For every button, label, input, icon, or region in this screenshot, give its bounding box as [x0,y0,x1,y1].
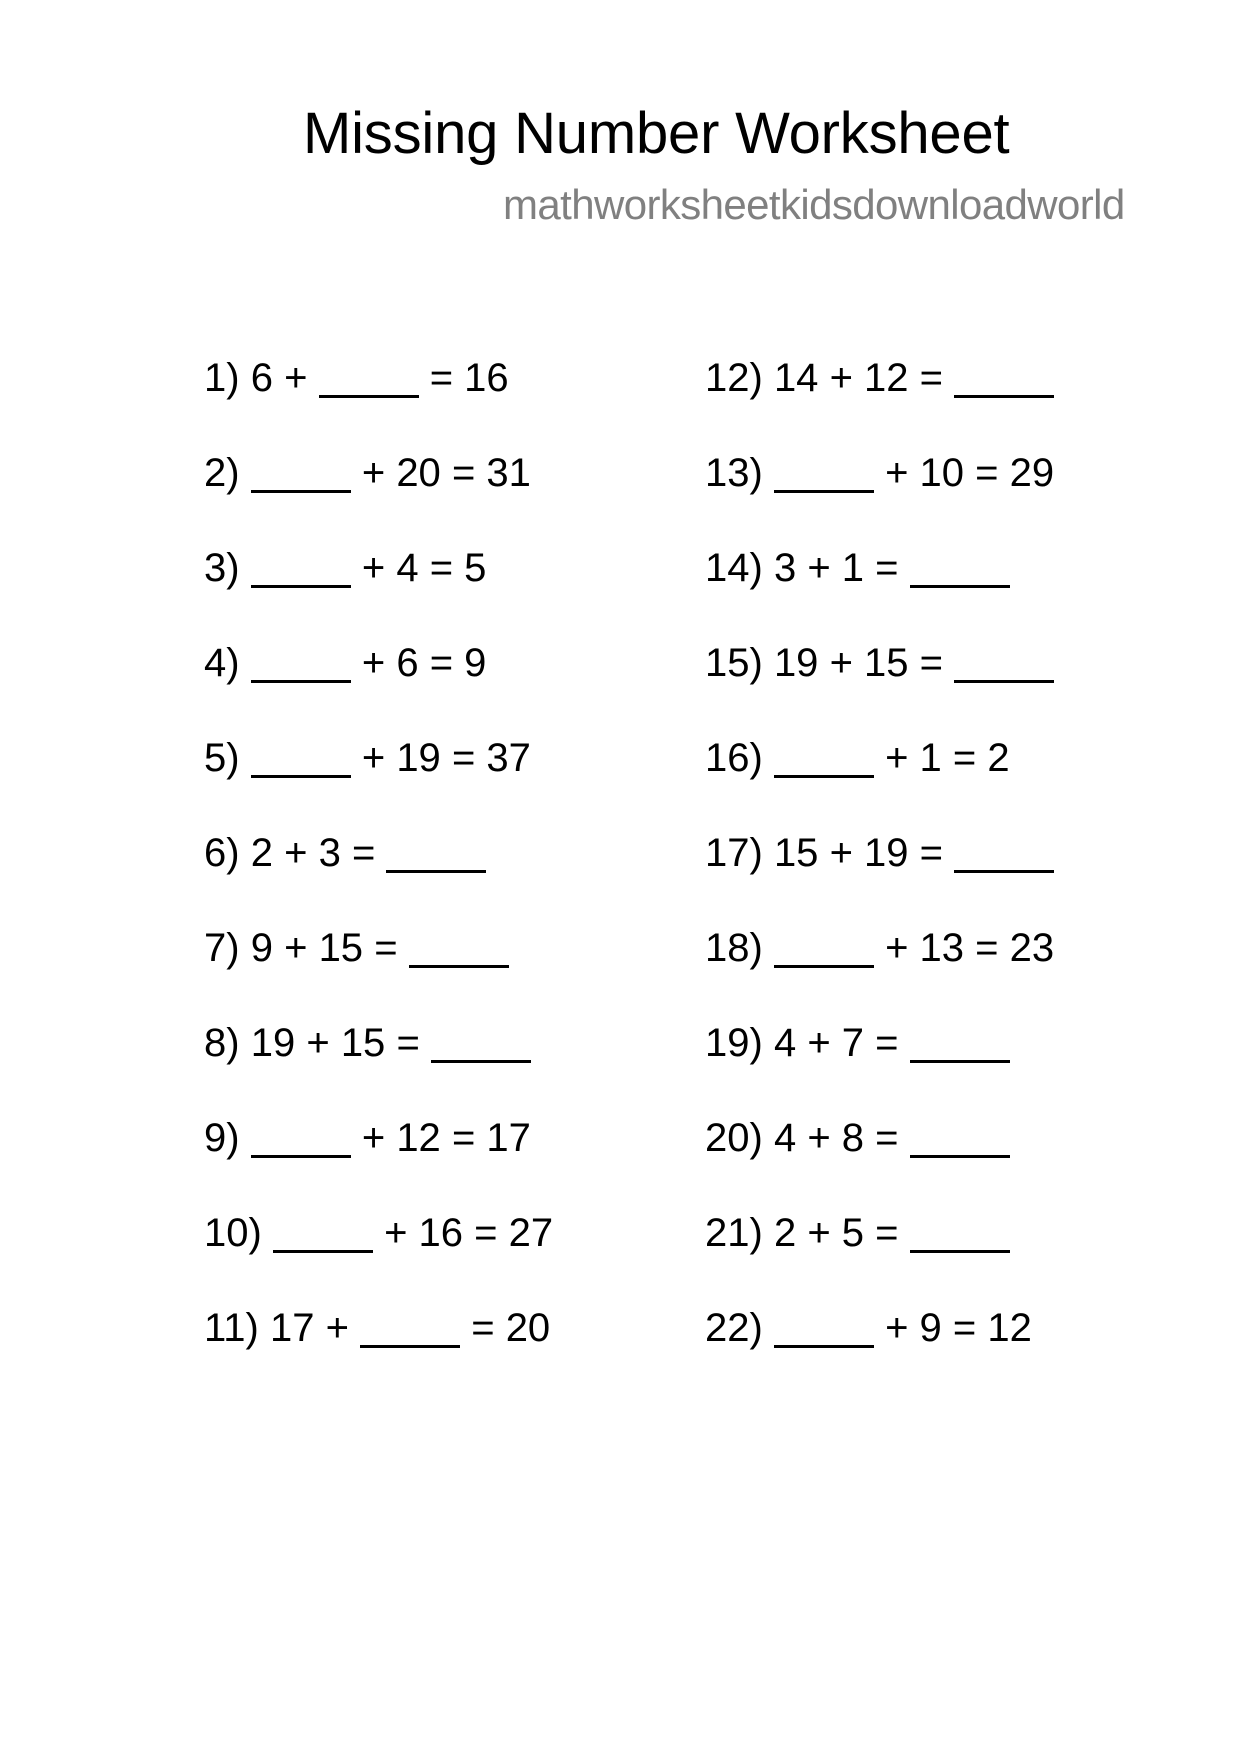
answer-blank[interactable] [251,745,351,778]
result: 29 [1009,451,1055,495]
operand-a: 19 [773,641,819,685]
result: 17 [486,1116,531,1160]
operand-b: 20 [396,451,441,495]
problem-number: 9) [204,1116,240,1160]
problem-item [204,1020,531,1066]
plus-sign: + [325,1306,349,1350]
operand-b: 7 [841,1021,865,1065]
operand-b: 15 [340,1021,386,1065]
result: 37 [486,736,531,780]
operand-b: 16 [418,1211,464,1255]
plus-sign: + [284,926,308,970]
equals-sign: = [374,926,398,970]
operand-b: 12 [864,356,909,400]
operand-a: 9 [250,926,273,970]
problem-number: 11) [204,1306,259,1350]
answer-blank[interactable] [910,555,1010,588]
operand-a: 4 [773,1116,797,1160]
problem-number: 22) [705,1306,763,1350]
plus-sign: + [829,356,853,400]
plus-sign: + [807,1211,831,1255]
operand-a: 2 [250,831,273,875]
equals-sign: = [429,546,454,590]
problem-number: 3) [204,546,240,590]
problem-item [705,355,1054,401]
problem-item [705,640,1054,686]
plus-sign: + [284,356,308,400]
equals-sign: = [952,1306,977,1350]
operand-b: 8 [841,1116,865,1160]
site-watermark: mathworksheetkidsdownloadworld [503,181,1125,228]
answer-blank[interactable] [774,745,874,778]
problem-number: 17) [705,831,763,875]
plus-sign: + [361,736,386,780]
result: 16 [464,356,509,400]
equals-sign: = [919,831,944,875]
answer-blank[interactable] [386,840,486,873]
plus-sign: + [885,1306,909,1350]
problem-number: 13) [705,451,763,495]
answer-blank[interactable] [409,935,509,968]
result: 23 [1009,926,1055,970]
answer-blank[interactable] [251,1125,351,1158]
problem-item [204,925,509,971]
operand-b: 10 [919,451,965,495]
operand-b: 1 [919,736,942,780]
problem-item [204,640,486,686]
problem-number: 4) [204,641,240,685]
equals-sign: = [429,641,454,685]
equals-sign: = [429,356,454,400]
problem-number: 12) [705,356,763,400]
plus-sign: + [361,546,386,590]
problem-item [204,355,509,401]
operand-b: 5 [841,1211,865,1255]
operand-b: 4 [396,546,419,590]
problem-number: 6) [204,831,240,875]
plus-sign: + [384,1211,408,1255]
operand-a: 15 [773,831,819,875]
result: 27 [508,1211,554,1255]
result: 2 [987,736,1010,780]
answer-blank[interactable] [774,460,874,493]
problem-number: 21) [705,1211,763,1255]
answer-blank[interactable] [251,460,351,493]
plus-sign: + [807,546,831,590]
problem-number: 20) [705,1116,763,1160]
answer-blank[interactable] [360,1315,460,1348]
plus-sign: + [361,451,386,495]
problem-item [705,735,1010,781]
operand-b: 15 [864,641,909,685]
operand-a: 6 [250,356,273,400]
operand-a: 17 [269,1306,315,1350]
answer-blank[interactable] [954,840,1054,873]
answer-blank[interactable] [774,935,874,968]
operand-a: 4 [773,1021,797,1065]
problem-item [705,1305,1032,1351]
problem-item [705,925,1054,971]
problem-number: 8) [204,1021,240,1065]
answer-blank[interactable] [910,1220,1010,1253]
problem-number: 1) [204,356,240,400]
operand-a: 14 [773,356,819,400]
problem-number: 15) [705,641,763,685]
operand-b: 19 [864,831,909,875]
equals-sign: = [975,926,999,970]
problem-item [705,1210,1010,1256]
plus-sign: + [306,1021,330,1065]
problem-item [204,1210,553,1256]
equals-sign: = [474,1211,498,1255]
operand-a: 3 [773,546,797,590]
problem-item [204,830,486,876]
answer-blank[interactable] [954,650,1054,683]
operand-b: 9 [919,1306,942,1350]
plus-sign: + [807,1021,831,1065]
equals-sign: = [919,641,944,685]
problem-item [204,1305,550,1351]
result: 31 [486,451,531,495]
problem-number: 5) [204,736,240,780]
plus-sign: + [885,451,909,495]
plus-sign: + [885,736,909,780]
equals-sign: = [875,1211,899,1255]
operand-b: 13 [919,926,965,970]
problem-number: 16) [705,736,763,780]
problem-item [204,450,531,496]
answer-blank[interactable] [251,555,351,588]
problem-number: 2) [204,451,240,495]
plus-sign: + [829,831,853,875]
plus-sign: + [807,1116,831,1160]
problem-item [204,735,531,781]
answer-blank[interactable] [431,1030,531,1063]
plus-sign: + [885,926,909,970]
operand-b: 1 [841,546,865,590]
answer-blank[interactable] [251,650,351,683]
answer-blank[interactable] [273,1220,373,1253]
operand-a: 2 [773,1211,797,1255]
equals-sign: = [952,736,977,780]
problem-number: 10) [204,1211,262,1255]
answer-blank[interactable] [774,1315,874,1348]
problem-number: 14) [705,546,763,590]
equals-sign: = [471,1306,495,1350]
problem-number: 19) [705,1021,763,1065]
plus-sign: + [361,1116,386,1160]
problem-item [705,450,1054,496]
operand-b: 6 [396,641,419,685]
equals-sign: = [451,736,476,780]
equals-sign: = [975,451,999,495]
operand-b: 19 [396,736,441,780]
result: 5 [464,546,487,590]
operand-b: 3 [318,831,341,875]
plus-sign: + [361,641,386,685]
equals-sign: = [451,451,476,495]
page-title: Missing Number Worksheet [303,101,1010,166]
operand-b: 12 [396,1116,441,1160]
equals-sign: = [875,1021,899,1065]
result: 9 [464,641,487,685]
problem-item [204,545,486,591]
operand-a: 19 [250,1021,296,1065]
equals-sign: = [351,831,376,875]
result: 20 [505,1306,551,1350]
problem-number: 18) [705,926,763,970]
equals-sign: = [451,1116,476,1160]
operand-b: 15 [318,926,364,970]
result: 12 [987,1306,1032,1350]
plus-sign: + [284,831,308,875]
problem-number: 7) [204,926,240,970]
equals-sign: = [919,356,944,400]
problem-item [705,1115,1010,1161]
answer-blank[interactable] [910,1125,1010,1158]
plus-sign: + [829,641,853,685]
problem-item [705,1020,1010,1066]
answer-blank[interactable] [954,365,1054,398]
equals-sign: = [875,1116,899,1160]
equals-sign: = [396,1021,420,1065]
equals-sign: = [875,546,899,590]
answer-blank[interactable] [910,1030,1010,1063]
problem-item [204,1115,531,1161]
problem-item [705,545,1010,591]
problem-item [705,830,1054,876]
answer-blank[interactable] [319,365,419,398]
